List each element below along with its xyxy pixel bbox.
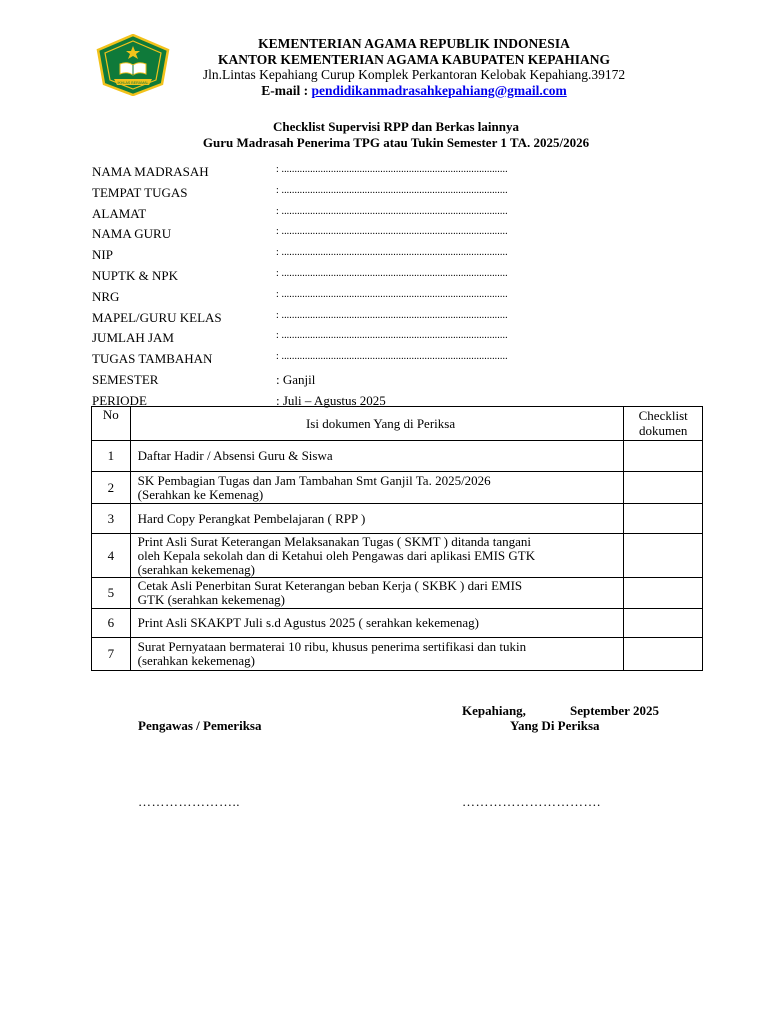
row-no: 5 [92,578,131,609]
row-checkbox-cell[interactable] [624,534,703,578]
row-isi [130,578,624,609]
field-label: TUGAS TAMBAHAN [92,351,213,367]
row-text-line: (serahkan kekemenag) [137,561,255,577]
kemenag-emblem-icon [94,34,172,96]
signature-right-title: Yang Di Periksa [510,718,600,733]
field-label: SEMESTER [92,371,159,387]
field-value: : ....................................................................................... [276,184,508,196]
office-email-line [174,83,654,99]
row-isi [130,638,624,671]
field-label: NUPTK & NPK [92,267,178,283]
row-isi [130,441,624,472]
header-isi: Isi dokumen Yang di Periksa [130,407,624,441]
table-row [92,609,703,638]
header-no: No [92,407,131,441]
row-no: 4 [92,534,131,578]
field-value: : ....................................................................................... [276,226,508,238]
form-row-jumlah-jam [92,329,692,350]
form-row-nuptk-npk [92,267,692,288]
office-address: Jln.Lintas Kepahiang Curup Komplek Perkantoran Kelobak Kepahiang.39172 [202,67,626,82]
row-text-line: Print Asli SKAKPT Juli s.d Agustus 2025 ( serahkan kekemenag) [137,615,480,630]
field-value: : ....................................................................................... [276,288,508,300]
signature-left-line: ………………….. [138,794,240,809]
row-text-line: SK Pembagian Tugas dan Jam Tambahan Smt Ganjil Ta. 2025/2026 [137,472,491,488]
row-checkbox-cell[interactable] [624,578,703,609]
row-checkbox-cell[interactable] [624,609,703,638]
title-line-1: Checklist Supervisi RPP dan Berkas lainnya [273,119,519,134]
table-row [92,472,703,504]
identity-form [92,163,692,413]
row-isi [130,472,624,504]
form-row-alamat [92,205,692,226]
field-value: : ....................................................................................... [276,267,508,279]
row-text-line: (serahkan kekemenag) [137,653,255,668]
table-row [92,534,703,578]
field-label: NRG [92,288,120,304]
form-row-mapel [92,309,692,330]
field-label: NIP [92,247,113,263]
email-link[interactable]: pendidikanmadrasahkepahiang@gmail.com [311,82,567,98]
row-text-line: GTK (serahkan kekemenag) [137,592,285,607]
document-title [92,119,700,151]
row-checkbox-cell[interactable] [624,504,703,534]
row-text-line: Print Asli Surat Keterangan Melaksanakan Tugas ( SKMT ) ditanda tangani [137,533,531,549]
form-row-tempat-tugas [92,184,692,205]
row-no: 2 [92,472,131,504]
ministry-name: KEMENTERIAN AGAMA REPUBLIK INDONESIA [258,36,570,51]
field-label: JUMLAH JAM [92,330,174,346]
table-row [92,504,703,534]
field-label: ALAMAT [92,205,147,221]
row-text-line: Daftar Hadir / Absensi Guru & Siswa [137,448,333,463]
field-value: : ....................................................................................... [276,247,508,259]
row-checkbox-cell[interactable] [624,441,703,472]
row-isi [130,609,624,638]
field-label: NAMA MADRASAH [92,164,209,179]
field-value: : ....................................................................................... [276,309,508,321]
field-value: : ....................................................................................... [276,330,508,342]
email-label: E-mail : [261,82,309,98]
form-row-semester [92,371,692,392]
emblem-motto: IKHLAS BERAMAL [117,81,149,85]
title-line-2: Guru Madrasah Penerima TPG atau Tukin Semester 1 TA. 2025/2026 [202,135,590,150]
field-label: TEMPAT TUGAS [92,184,188,200]
header-checklist [624,407,703,441]
signature-date: September 2025 [570,703,659,718]
row-text-line: oleh Kepala sekolah dan di Ketahui oleh Pengawas dari aplikasi EMIS GTK [137,547,536,563]
row-no: 7 [92,638,131,671]
row-text-line: Surat Pernyataan bermaterai 10 ribu, khusus penerima sertifikasi dan tukin [137,639,527,654]
field-label: NAMA GURU [92,226,172,242]
field-value: : Juli – Agustus 2025 [276,392,386,408]
form-row-tugas-tambahan [92,350,692,371]
row-checkbox-cell[interactable] [624,638,703,671]
row-no: 3 [92,504,131,534]
signature-place: Kepahiang, [462,703,526,718]
field-value: : ....................................................................................... [276,164,508,175]
form-row-nama-guru [92,225,692,246]
row-checkbox-cell[interactable] [624,472,703,504]
row-isi [130,534,624,578]
letterhead [174,36,654,98]
table-row [92,578,703,609]
form-row-nrg [92,288,692,309]
field-value: : Ganjil [276,371,316,387]
checklist-table [91,406,703,671]
row-text-line: (Serahkan ke Kemenag) [137,486,264,502]
row-isi [130,504,624,534]
signature-left-title: Pengawas / Pemeriksa [138,718,262,733]
table-row [92,441,703,472]
row-text-line: Cetak Asli Penerbitan Surat Keterangan beban Kerja ( SKBK ) dari EMIS [137,578,523,593]
field-label: MAPEL/GURU KELAS [92,309,222,325]
field-value: : ....................................................................................... [276,205,508,217]
row-no: 6 [92,609,131,638]
header-checklist-line1: Checklist [638,408,688,423]
row-no: 1 [92,441,131,472]
table-header-row [92,407,703,441]
table-row [92,638,703,671]
form-row-nama-madrasah [92,163,692,184]
field-label: PERIODE [92,392,147,408]
signature-right-line: …………………………. [462,794,601,809]
office-name: KANTOR KEMENTERIAN AGAMA KABUPATEN KEPAHIANG [217,51,611,67]
form-row-nip [92,246,692,267]
field-value: : ....................................................................................... [276,351,508,363]
row-text-line: Hard Copy Perangkat Pembelajaran ( RPP ) [137,510,366,526]
header-checklist-line2: dokumen [639,422,688,438]
